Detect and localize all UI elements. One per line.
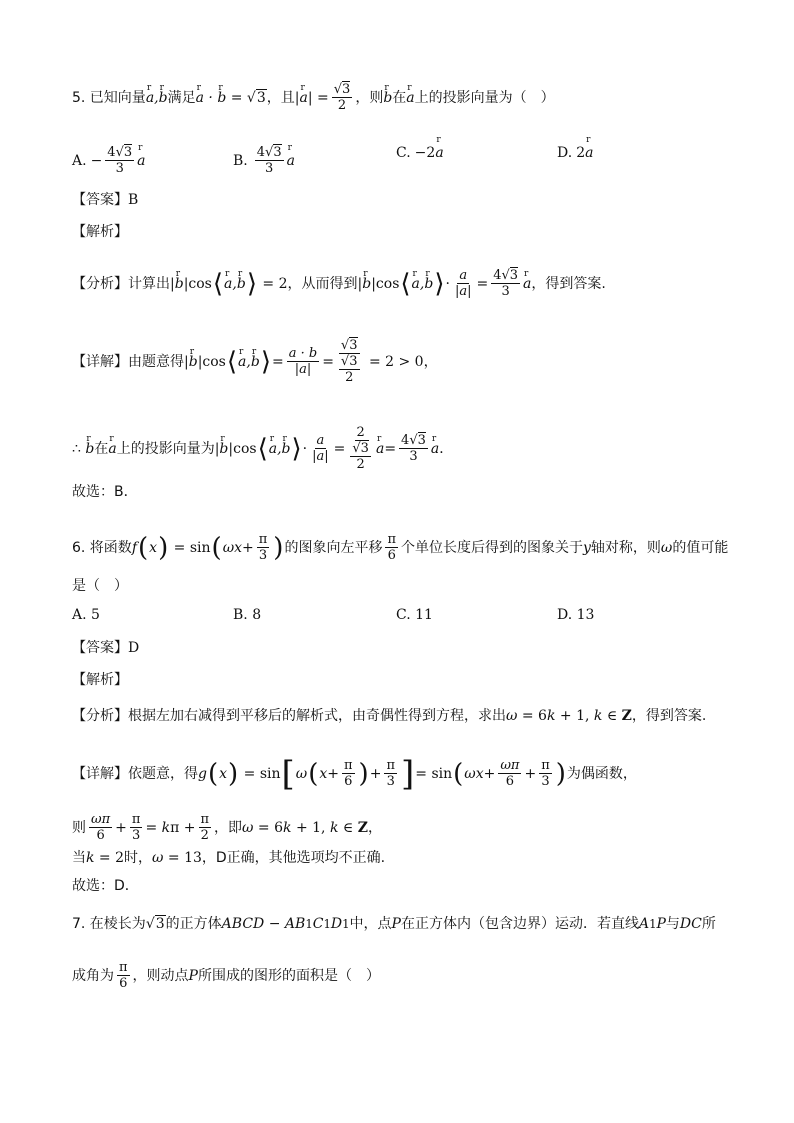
q6-option-c[interactable]: C. 11 bbox=[396, 607, 433, 623]
q5-guxuan: 故选：B． bbox=[72, 484, 138, 500]
q6-option-a[interactable]: A. 5 bbox=[72, 607, 100, 623]
q6-then: 则 $\frac{\omega\pi}{6}$ + $\frac{\pi}{3}$ = k π + $\frac{\pi}{2}$ ，即 ω = 6 k + 1, k ∈ Z ， bbox=[72, 812, 382, 843]
q6-xiangjie: 【详解】 依题意，得 g ( x ) = sin [ ω ( x + $\frac{\pi}{6}$ ) + $\frac{\pi}{3}$ ] = sin ( ωx + $\frac{\omega\pi}{6}$ + $\frac{\pi}{3}$ ) 为偶函数， bbox=[72, 753, 637, 794]
q6-jiexi: 【解析】 bbox=[72, 672, 128, 688]
q5-stem: 5. 已知向量 r a,r b 满足 r a · r b = √3 ，且 |r a| = $\frac{√3}{2}$ ，则 r b 在 r a 上的投影向量为（ ） bbox=[72, 82, 734, 113]
q5-option-b[interactable]: B. $\frac{4√3}{3}$ r a bbox=[233, 145, 295, 176]
q6-stem-line2: 是（ ） bbox=[72, 578, 128, 594]
q7-stem: 7. 在棱长为 √3 的正方体 ABCD − AB 1 C 1 D 1 中，点 P 在正方体内（包含边界）运动．若直线 A 1 P 与 DC 所 bbox=[72, 916, 716, 932]
q6-guxuan: 故选：D． bbox=[72, 878, 139, 894]
q5-answer: 【答案】 B bbox=[72, 192, 139, 208]
q6-option-b[interactable]: B. 8 bbox=[233, 607, 262, 623]
q5-conclusion: ∴ r b 在 r a 上的投影向量为 |r b| cos ⟨ r a,r b ⟩ · $\frac{a}{|a|}$ = $\frac{2}{\frac{√3}{2}}$ r a = $\frac{4√3}{3}$ r a ． bbox=[72, 425, 734, 472]
q5-option-c[interactable]: C. −2 r a bbox=[396, 145, 444, 161]
q6-when: 当 k = 2 时， ω = 13 ，D正确，其他选项均不正确. bbox=[72, 850, 386, 866]
q7-stem-line2: 成角为 $\frac{\pi}{6}$ ，则动点 P 所围成的图形的面积是（ ） bbox=[72, 960, 380, 991]
q5-jiexi: 【解析】 bbox=[72, 224, 128, 240]
q5-fenxi: 【分析】 计算出 |r b| cos ⟨ r a,r b ⟩ = 2 ，从而得到 |r b| cos ⟨ r a,r b ⟩ · $\frac{a}{|a|}$ = $\frac{4√3}{3}$ r a ，得到答案. bbox=[72, 268, 734, 299]
q5-xiangjie: 【详解】 由题意得 |r b| cos ⟨ r a,r b ⟩ = $\frac{a \cdot b}{|a|}$ = $\frac{√3}{\frac{√3}{2}}$ = 2 > 0 ， bbox=[72, 338, 734, 385]
q6-fenxi: 【分析】 根据左加右减得到平移后的解析式，由奇偶性得到方程，求出 ω = 6 k + 1, k ∈ Z ，得到答案. bbox=[72, 708, 707, 724]
q6-stem: 6. 将函数 f ( x ) = sin ( ωx + $\frac{\pi}{3}$ ) 的图象向左平移 $\frac{\pi}{6}$ 个单位长度后得到的图象关于 y 轴对称，则 ω 的值可能 bbox=[72, 532, 729, 563]
q6-option-d[interactable]: D. 13 bbox=[557, 607, 595, 623]
q5-option-a[interactable]: A. − $\frac{4√3}{3}$ r a bbox=[72, 145, 146, 176]
q6-answer: 【答案】 D bbox=[72, 640, 140, 656]
q5-option-d[interactable]: D. 2 r a bbox=[557, 145, 593, 161]
